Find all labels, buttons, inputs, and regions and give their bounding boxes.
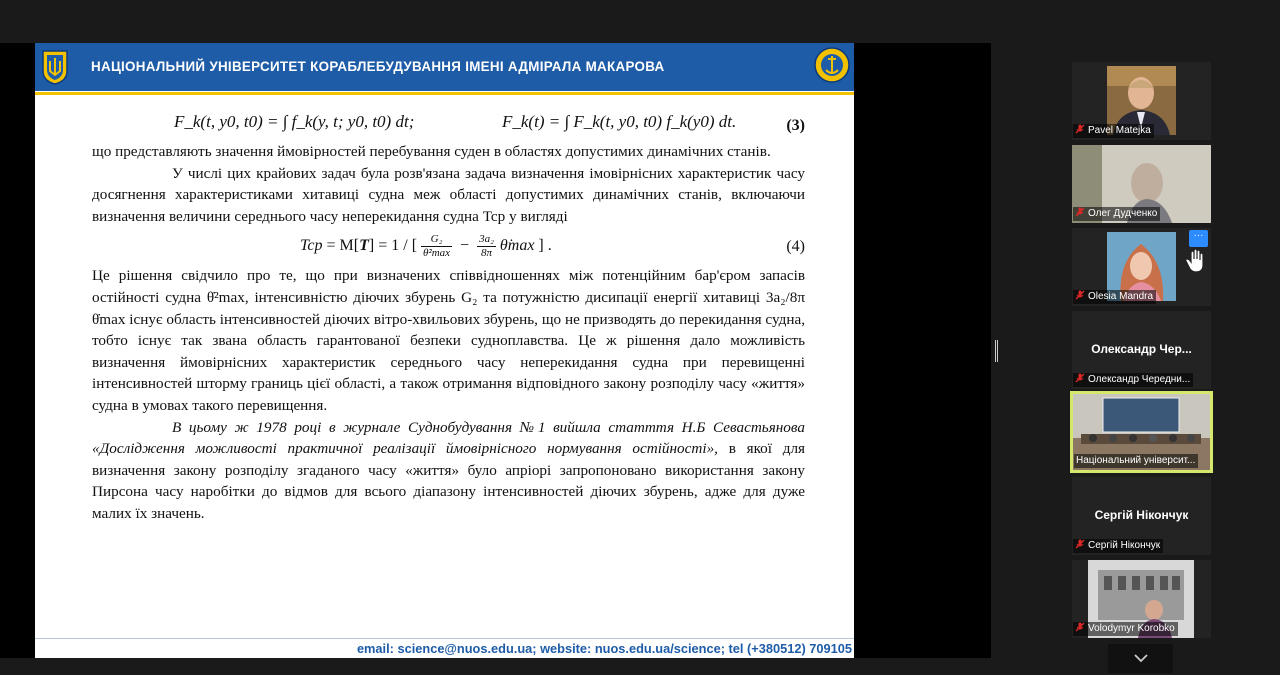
more-options-button[interactable]: ··· <box>1189 230 1208 247</box>
participant-tile[interactable] <box>1072 477 1211 555</box>
mic-muted-icon <box>1075 539 1085 549</box>
mic-muted-icon <box>1075 622 1085 632</box>
participant-name-bar <box>1073 207 1160 221</box>
screen-share-view <box>0 43 991 658</box>
participant-name: Національний університ... <box>1076 455 1196 466</box>
formula-3 <box>92 105 805 141</box>
chevron-down-icon <box>1134 654 1148 663</box>
slide-title: НАЦІОНАЛЬНИЙ УНІВЕРСИТЕТ КОРАБЛЕБУДУВАННЯ ІМЕНІ АДМІРАЛА МАКАРОВА <box>91 59 665 74</box>
university-emblem-icon <box>39 47 71 85</box>
mic-muted-icon <box>1075 290 1085 300</box>
mic-muted-icon <box>1075 373 1085 383</box>
participant-name: Pavel Matejka <box>1088 125 1151 136</box>
formula-3-number: (3) <box>786 117 805 134</box>
paragraph-2: У числі цих крайових задач була розв'язана задача визначення імовірнісних характеристик часу досягнення характеристиками хитавиці судна меж області допустимих динамічних станів, включаючи визначення величини середнього часу неперекидання судна Tcp у вигляді <box>92 164 805 225</box>
paragraph-4-rest: в якої для визначення закону розподілу згаданого часу «життя» було апріорі запропоновано використання закону Пирсона часу наробітки до відмов для всього діапазону інтенсивностей діючих збурень, адже для дуже малих їх значень. <box>92 440 806 522</box>
participant-display-name: Олександр Чер... <box>1091 342 1192 356</box>
formula-4-expression: Tcp = M[T] = 1 / [ $\frac{\text{G₂}}{\text{θ̇²max}}$ − $\frac{\text{3a₂}}{8\pi}$ θ̇max ] . <box>300 233 552 260</box>
paragraph-3: Це рішення свідчило про те, що при визначених співвідношеннях між потенційним бар'єром запасів остійності судна θ̇²max, інтенсивністю діючих збурень G₂ та потужністю дисипації енергії хитавиці 3a₂/8π θ̇max існує область інтенсивностей діючих вітро-хвильових збурень, що не призводять до перекидання судна, тобто існує так звана область гарантованої безпеки судноплавства. Це ж рішення дало можливість визначення ймовірнісних характеристик середнього часу неперекидання судна при перевищенні інтенсивностей шторму границь цієї області, а також отримання відповідного закону розподілу часу «життя» судна в умовах такого перевищення. <box>92 267 805 414</box>
panel-resize-handle[interactable] <box>995 340 998 362</box>
participant-name-bar <box>1073 290 1156 304</box>
participant-tile[interactable] <box>1072 62 1211 140</box>
mic-muted-icon <box>1075 207 1085 217</box>
slide-body <box>92 105 805 525</box>
slide-header <box>35 43 854 91</box>
paragraph-4 <box>92 417 805 525</box>
raised-hand-icon <box>1184 248 1208 274</box>
formula-4 <box>92 227 805 265</box>
paragraph-1: що представляють значення ймовірностей перебування суден в областях допустимих динамічних станів. <box>92 143 771 160</box>
formula-3-right: F_k(t) = ∫ F_k(t, y0, t0) f_k(y0) dt. <box>502 112 737 131</box>
footer-contact: email: science@nuos.edu.ua; website: nuos.edu.ua/science; tel (+380512) 709105 <box>356 641 852 656</box>
participant-tile[interactable] <box>1072 311 1211 389</box>
anchor-logo-icon <box>813 46 851 84</box>
participant-name-bar <box>1073 373 1193 387</box>
participant-name: Сергій Нікончук <box>1088 540 1161 551</box>
participant-name-bar <box>1074 454 1198 468</box>
participant-name-bar <box>1073 539 1163 553</box>
participant-tile[interactable] <box>1072 145 1211 223</box>
top-bar <box>0 0 1280 43</box>
active-speaker-tile[interactable] <box>1070 391 1213 473</box>
gallery-scroll-down-button[interactable] <box>1108 644 1173 673</box>
paragraph-4-italic: В цьому ж 1978 році в журнале Суднобудування №1 вийшла статття Н.Б Севастьянова «Дослідження можливості практичної реалізації ймовірнісного нормування остійності», <box>92 418 805 458</box>
formula-4-number: (4) <box>786 238 805 256</box>
participant-name: Олександр Чередни... <box>1088 374 1191 385</box>
participant-tile[interactable] <box>1072 560 1211 638</box>
header-rule <box>35 92 854 95</box>
mic-muted-icon <box>1075 124 1085 134</box>
formula-3-left: F_k(t, y0, t0) = ∫ f_k(y, t; y0, t0) dt; <box>174 112 415 131</box>
participant-name-bar <box>1073 124 1154 138</box>
participant-tile[interactable] <box>1072 228 1211 306</box>
participant-display-name: Сергій Нікончук <box>1094 508 1189 522</box>
participant-name: Олег Дудченко <box>1088 208 1158 219</box>
participant-name: Volodymyr Korobko <box>1088 623 1175 634</box>
slide-footer <box>35 638 854 658</box>
presentation-slide <box>35 43 854 658</box>
participant-name: Olesia Mandra <box>1088 291 1154 302</box>
participant-name-bar <box>1073 622 1178 636</box>
